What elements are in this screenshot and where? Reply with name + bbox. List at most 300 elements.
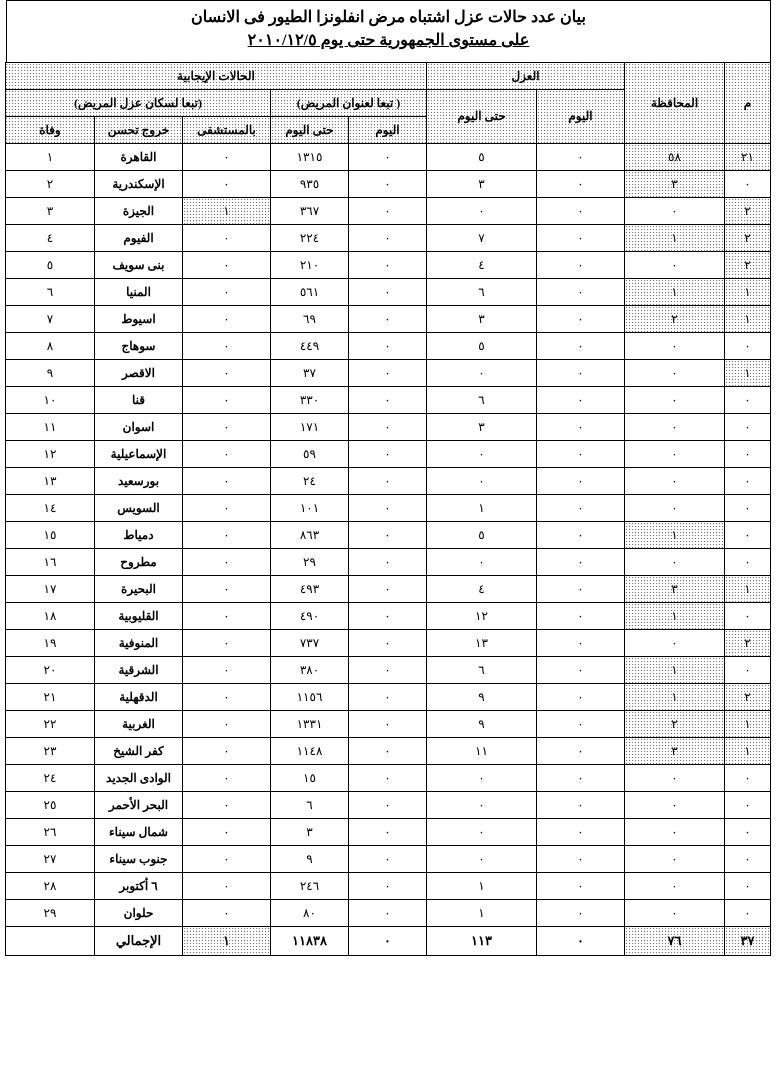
- cell-gov: الغربية: [95, 711, 183, 738]
- cell-gov: ٦ أكتوبر: [95, 873, 183, 900]
- cell-idx: ٧: [5, 306, 94, 333]
- cell-improved: ٠: [625, 549, 725, 576]
- cell-idx: ٥: [5, 252, 94, 279]
- cell-pat-until: ١٢: [427, 603, 537, 630]
- cell-idx: ٢١: [5, 684, 94, 711]
- cell-hospital: ٠: [537, 387, 625, 414]
- cell-hospital: ٠: [537, 576, 625, 603]
- cell-pat-today: ٠: [349, 900, 427, 927]
- table-row: [5, 225, 770, 252]
- cell-pat-until: ١٣: [427, 630, 537, 657]
- header-governorate: المحافظة: [625, 63, 725, 144]
- total-cell-iso-until: ١١٨٣٨: [271, 927, 349, 956]
- cell-pat-until: ٩: [427, 711, 537, 738]
- table-row: [5, 198, 770, 225]
- cell-iso-today: ٠: [183, 738, 271, 765]
- cell-iso-today: ٠: [183, 792, 271, 819]
- cell-pat-today: ٠: [349, 522, 427, 549]
- cell-iso-until: ٩: [271, 846, 349, 873]
- cell-pat-today: ٠: [349, 360, 427, 387]
- cell-death: ٠: [725, 468, 771, 495]
- cell-death: ٠: [725, 819, 771, 846]
- cell-hospital: ٠: [537, 819, 625, 846]
- cell-hospital: ٠: [537, 414, 625, 441]
- cell-death: ٢: [725, 252, 771, 279]
- cell-death: ٠: [725, 873, 771, 900]
- cell-death: ٠: [725, 522, 771, 549]
- cell-iso-until: ٨٦٣: [271, 522, 349, 549]
- header-row-groups: [5, 63, 770, 90]
- table-row: [5, 333, 770, 360]
- cell-gov: اسيوط: [95, 306, 183, 333]
- cell-improved: ٠: [625, 846, 725, 873]
- cell-pat-today: ٠: [349, 495, 427, 522]
- cell-gov: كفر الشيخ: [95, 738, 183, 765]
- cell-pat-until: ٥: [427, 333, 537, 360]
- cell-idx: ٢٦: [5, 819, 94, 846]
- cell-iso-today: ٠: [183, 171, 271, 198]
- cell-iso-today: ٠: [183, 549, 271, 576]
- cell-hospital: ٠: [537, 549, 625, 576]
- cell-iso-until: ٥٦١: [271, 279, 349, 306]
- cell-idx: ٨: [5, 333, 94, 360]
- cell-idx: ١٣: [5, 468, 94, 495]
- cell-iso-until: ٦: [271, 792, 349, 819]
- cell-idx: ٢٨: [5, 873, 94, 900]
- cell-death: ٠: [725, 414, 771, 441]
- cell-pat-until: ٥: [427, 144, 537, 171]
- cell-idx: ٦: [5, 279, 94, 306]
- cell-improved: ١: [625, 279, 725, 306]
- cell-improved: ٠: [625, 333, 725, 360]
- cell-pat-until: ٦: [427, 279, 537, 306]
- cell-iso-until: ٢٤٦: [271, 873, 349, 900]
- table-row: [5, 711, 770, 738]
- cell-gov: مطروح: [95, 549, 183, 576]
- cell-iso-today: ٠: [183, 387, 271, 414]
- cell-death: ١: [725, 360, 771, 387]
- cell-hospital: ٠: [537, 225, 625, 252]
- cell-pat-until: ٧: [427, 225, 537, 252]
- cell-idx: ٢: [5, 171, 94, 198]
- cell-iso-today: ٠: [183, 333, 271, 360]
- cell-iso-until: ١٣٣١: [271, 711, 349, 738]
- cell-death: ٠: [725, 387, 771, 414]
- cell-pat-today: ٠: [349, 846, 427, 873]
- cell-iso-until: ٢٤: [271, 468, 349, 495]
- cell-pat-today: ٠: [349, 198, 427, 225]
- table-row: [5, 306, 770, 333]
- cell-hospital: ٠: [537, 252, 625, 279]
- cell-idx: ٢٥: [5, 792, 94, 819]
- cell-death: ١: [725, 711, 771, 738]
- cell-pat-today: ٠: [349, 792, 427, 819]
- cell-pat-until: ٠: [427, 819, 537, 846]
- cell-iso-today: ٠: [183, 873, 271, 900]
- cell-hospital: ٠: [537, 144, 625, 171]
- cell-hospital: ٠: [537, 765, 625, 792]
- table-row: [5, 414, 770, 441]
- cell-pat-until: ٠: [427, 468, 537, 495]
- table-row: [5, 549, 770, 576]
- cell-improved: ٠: [625, 900, 725, 927]
- cell-death: ٢: [725, 198, 771, 225]
- cell-hospital: ٠: [537, 711, 625, 738]
- cell-improved: ٣: [625, 171, 725, 198]
- cell-iso-today: ٠: [183, 144, 271, 171]
- cell-improved: ٠: [625, 360, 725, 387]
- cell-death: ٠: [725, 495, 771, 522]
- cell-death: ٠: [725, 846, 771, 873]
- cell-hospital: ٠: [537, 792, 625, 819]
- table-row: [5, 765, 770, 792]
- cell-gov: شمال سيناء: [95, 819, 183, 846]
- cell-iso-until: ٣٦٧: [271, 198, 349, 225]
- table-row: [5, 657, 770, 684]
- cell-gov: اسوان: [95, 414, 183, 441]
- cell-death: ٠: [725, 171, 771, 198]
- table-row: [5, 495, 770, 522]
- cell-improved: ١: [625, 657, 725, 684]
- cell-idx: ١٩: [5, 630, 94, 657]
- cell-death: ٢: [725, 225, 771, 252]
- header-positive-group: الحالات الإيجابية: [5, 63, 426, 90]
- cell-pat-today: ٠: [349, 333, 427, 360]
- cell-death: ٢: [725, 684, 771, 711]
- cell-improved: ٣: [625, 738, 725, 765]
- cell-iso-until: ٤٤٩: [271, 333, 349, 360]
- cell-pat-today: ٠: [349, 252, 427, 279]
- cell-idx: ١٥: [5, 522, 94, 549]
- document-title-block: [6, 0, 771, 62]
- cell-hospital: ٠: [537, 846, 625, 873]
- cell-gov: القاهرة: [95, 144, 183, 171]
- total-cell-pat-today: ٠: [349, 927, 427, 956]
- cell-iso-until: ٢٩: [271, 549, 349, 576]
- cell-pat-until: ١: [427, 495, 537, 522]
- header-serial: م: [725, 63, 771, 144]
- cell-iso-until: ١١٥٦: [271, 684, 349, 711]
- table-header: [5, 63, 770, 144]
- cell-iso-today: ٠: [183, 252, 271, 279]
- cell-iso-until: ١٣١٥: [271, 144, 349, 171]
- cell-iso-until: ٤٩٠: [271, 603, 349, 630]
- table-row: [5, 387, 770, 414]
- cell-pat-until: ٦: [427, 387, 537, 414]
- cell-idx: ١: [5, 144, 94, 171]
- cell-iso-today: ٠: [183, 225, 271, 252]
- table-row: [5, 279, 770, 306]
- cell-gov: سوهاج: [95, 333, 183, 360]
- cell-hospital: ٠: [537, 900, 625, 927]
- cell-gov: القليوبية: [95, 603, 183, 630]
- cell-gov: الشرقية: [95, 657, 183, 684]
- cell-improved: ٠: [625, 468, 725, 495]
- cell-hospital: ٠: [537, 306, 625, 333]
- cell-pat-until: ٣: [427, 306, 537, 333]
- cell-idx: ٢٤: [5, 765, 94, 792]
- cell-iso-today: ١: [183, 198, 271, 225]
- cell-improved: ٠: [625, 414, 725, 441]
- cell-death: ٠: [725, 765, 771, 792]
- cell-hospital: ٠: [537, 657, 625, 684]
- cell-gov: دمياط: [95, 522, 183, 549]
- cell-pat-today: ٠: [349, 306, 427, 333]
- cell-idx: ٢٣: [5, 738, 94, 765]
- cell-hospital: ٠: [537, 495, 625, 522]
- cell-idx: ١١: [5, 414, 94, 441]
- cell-improved: ٠: [625, 873, 725, 900]
- cell-iso-until: ٧٣٧: [271, 630, 349, 657]
- cell-death: ١: [725, 306, 771, 333]
- cell-iso-today: ٠: [183, 468, 271, 495]
- cell-iso-until: ٣٣٠: [271, 387, 349, 414]
- cell-gov: الاقصر: [95, 360, 183, 387]
- cell-gov: المنوفية: [95, 630, 183, 657]
- table-row: [5, 792, 770, 819]
- cell-pat-until: ٦: [427, 657, 537, 684]
- cell-pat-today: ٠: [349, 468, 427, 495]
- cell-idx: ١٤: [5, 495, 94, 522]
- cell-pat-today: ٠: [349, 441, 427, 468]
- header-isolation-group: العزل: [427, 63, 625, 90]
- cell-pat-until: ٠: [427, 360, 537, 387]
- cell-pat-today: ٠: [349, 630, 427, 657]
- cell-improved: ٢: [625, 711, 725, 738]
- cell-improved: ١: [625, 225, 725, 252]
- cell-iso-until: ٢٢٤: [271, 225, 349, 252]
- cell-iso-until: ٣٨٠: [271, 657, 349, 684]
- table-row: [5, 900, 770, 927]
- cell-pat-today: ٠: [349, 279, 427, 306]
- cell-gov: السويس: [95, 495, 183, 522]
- cell-pat-today: ٠: [349, 711, 427, 738]
- cell-gov: الإسماعيلية: [95, 441, 183, 468]
- cell-iso-today: ٠: [183, 711, 271, 738]
- header-patient-today: اليوم: [349, 117, 427, 144]
- table-row: [5, 738, 770, 765]
- cell-pat-today: ٠: [349, 576, 427, 603]
- cell-death: ٢: [725, 630, 771, 657]
- cell-gov: المنيا: [95, 279, 183, 306]
- cell-pat-until: ١١: [427, 738, 537, 765]
- cell-improved: ٠: [625, 387, 725, 414]
- cell-improved: ٠: [625, 441, 725, 468]
- cell-hospital: ٠: [537, 522, 625, 549]
- table-row: [5, 846, 770, 873]
- cell-gov: البحيرة: [95, 576, 183, 603]
- table-total-row: [5, 927, 770, 956]
- cell-hospital: ٠: [537, 468, 625, 495]
- cell-iso-today: ٠: [183, 576, 271, 603]
- table-row: [5, 171, 770, 198]
- cell-pat-until: ٥: [427, 522, 537, 549]
- cell-hospital: ٠: [537, 360, 625, 387]
- cell-iso-until: ١٧١: [271, 414, 349, 441]
- cell-idx: ٢٠: [5, 657, 94, 684]
- cell-pat-until: ١: [427, 900, 537, 927]
- cell-idx: ٤: [5, 225, 94, 252]
- header-hospital: بالمستشفى: [183, 117, 271, 144]
- cell-death: ٢١: [725, 144, 771, 171]
- table-row: [5, 144, 770, 171]
- cell-pat-today: ٠: [349, 684, 427, 711]
- cell-improved: ٠: [625, 819, 725, 846]
- cell-death: ٠: [725, 549, 771, 576]
- cell-pat-today: ٠: [349, 549, 427, 576]
- cell-iso-until: ١٥: [271, 765, 349, 792]
- cell-improved: ٠: [625, 765, 725, 792]
- cell-iso-today: ٠: [183, 306, 271, 333]
- cell-iso-until: ٦٩: [271, 306, 349, 333]
- cell-idx: ٣: [5, 198, 94, 225]
- cell-pat-until: ٤: [427, 252, 537, 279]
- header-death: وفاة: [5, 117, 94, 144]
- cell-hospital: ٠: [537, 198, 625, 225]
- cell-hospital: ٠: [537, 738, 625, 765]
- cell-iso-until: ٣: [271, 819, 349, 846]
- total-cell-idx: [5, 927, 94, 956]
- cell-gov: الإسكندرية: [95, 171, 183, 198]
- cell-death: ١: [725, 576, 771, 603]
- cell-idx: ٢٧: [5, 846, 94, 873]
- table-row: [5, 576, 770, 603]
- cell-improved: ١: [625, 522, 725, 549]
- cell-death: ٠: [725, 657, 771, 684]
- cell-iso-today: ٠: [183, 522, 271, 549]
- cell-improved: ٣: [625, 576, 725, 603]
- cell-pat-today: ٠: [349, 819, 427, 846]
- cell-iso-today: ٠: [183, 603, 271, 630]
- table-row: [5, 468, 770, 495]
- cell-hospital: ٠: [537, 279, 625, 306]
- cell-iso-today: ٠: [183, 900, 271, 927]
- page-subtitle: على مستوى الجمهورية حتى يوم ٢٠١٠/١٢/٥: [247, 32, 530, 49]
- table-row: [5, 819, 770, 846]
- header-resident-isolation-sub: (تبعا لسكان عزل المريض): [5, 90, 270, 117]
- cell-iso-today: ٠: [183, 495, 271, 522]
- header-improved: خروج تحسن: [95, 117, 183, 144]
- cell-hospital: ٠: [537, 630, 625, 657]
- cell-gov: الدقهلية: [95, 684, 183, 711]
- cell-iso-today: ٠: [183, 414, 271, 441]
- cell-iso-until: ١١٤٨: [271, 738, 349, 765]
- cell-gov: بنى سويف: [95, 252, 183, 279]
- cell-gov: قنا: [95, 387, 183, 414]
- total-cell-hospital: ٠: [537, 927, 625, 956]
- cell-gov: جنوب سيناء: [95, 846, 183, 873]
- table-row: [5, 252, 770, 279]
- cell-hospital: ٠: [537, 873, 625, 900]
- cell-gov: الوادى الجديد: [95, 765, 183, 792]
- header-patient-until: حتى اليوم: [271, 117, 349, 144]
- cell-gov: البحر الأحمر: [95, 792, 183, 819]
- cell-idx: ١٠: [5, 387, 94, 414]
- cell-pat-today: ٠: [349, 657, 427, 684]
- cell-iso-today: ٠: [183, 684, 271, 711]
- cell-pat-today: ٠: [349, 387, 427, 414]
- cell-pat-today: ٠: [349, 765, 427, 792]
- table-row: [5, 441, 770, 468]
- cell-idx: ٢٩: [5, 900, 94, 927]
- cell-idx: ٢٢: [5, 711, 94, 738]
- cell-iso-today: ٠: [183, 441, 271, 468]
- cell-death: ٠: [725, 603, 771, 630]
- total-cell-iso-today: ١: [183, 927, 271, 956]
- cell-pat-today: ٠: [349, 225, 427, 252]
- cell-pat-until: ٠: [427, 846, 537, 873]
- cell-pat-until: ٠: [427, 549, 537, 576]
- cell-iso-until: ٣٧: [271, 360, 349, 387]
- cell-iso-today: ٠: [183, 657, 271, 684]
- cell-improved: ٠: [625, 198, 725, 225]
- cell-idx: ٩: [5, 360, 94, 387]
- cell-pat-today: ٠: [349, 171, 427, 198]
- cell-gov: الجيزة: [95, 198, 183, 225]
- cell-pat-until: ٠: [427, 441, 537, 468]
- table-row: [5, 522, 770, 549]
- cell-iso-until: ٢١٠: [271, 252, 349, 279]
- cell-hospital: ٠: [537, 333, 625, 360]
- cell-iso-today: ٠: [183, 846, 271, 873]
- header-patient-address-sub: ( تبعا لعنوان المريض): [271, 90, 427, 117]
- table-body: [5, 144, 770, 956]
- cell-pat-today: ٠: [349, 738, 427, 765]
- cell-gov: حلوان: [95, 900, 183, 927]
- cell-death: ٠: [725, 900, 771, 927]
- cell-improved: ١: [625, 603, 725, 630]
- table-row: [5, 630, 770, 657]
- cell-improved: ٥٨: [625, 144, 725, 171]
- cell-iso-today: ٠: [183, 630, 271, 657]
- cell-hospital: ٠: [537, 684, 625, 711]
- table-row: [5, 360, 770, 387]
- cell-pat-until: ٣: [427, 171, 537, 198]
- cell-hospital: ٠: [537, 441, 625, 468]
- cell-iso-until: ٩٣٥: [271, 171, 349, 198]
- cell-death: ١: [725, 738, 771, 765]
- cell-iso-today: ٠: [183, 819, 271, 846]
- table-row: [5, 873, 770, 900]
- cell-improved: ١: [625, 684, 725, 711]
- cell-hospital: ٠: [537, 171, 625, 198]
- cell-iso-until: ٥٩: [271, 441, 349, 468]
- total-cell-improved: ٧٦: [625, 927, 725, 956]
- table-row: [5, 684, 770, 711]
- cell-pat-until: ٤: [427, 576, 537, 603]
- cell-idx: ١٧: [5, 576, 94, 603]
- cell-improved: ٠: [625, 252, 725, 279]
- cell-pat-today: ٠: [349, 873, 427, 900]
- cell-gov: بورسعيد: [95, 468, 183, 495]
- cell-iso-until: ١٠١: [271, 495, 349, 522]
- cell-pat-until: ٠: [427, 765, 537, 792]
- header-isolation-until: حتى اليوم: [427, 90, 537, 144]
- cell-death: ٠: [725, 441, 771, 468]
- cell-death: ٠: [725, 792, 771, 819]
- total-cell-pat-until: ١١٣: [427, 927, 537, 956]
- cell-death: ٠: [725, 333, 771, 360]
- cell-iso-today: ٠: [183, 360, 271, 387]
- cell-pat-today: ٠: [349, 414, 427, 441]
- cell-iso-today: ٠: [183, 279, 271, 306]
- cell-pat-until: ٠: [427, 198, 537, 225]
- cell-pat-today: ٠: [349, 603, 427, 630]
- cell-idx: ١٦: [5, 549, 94, 576]
- cell-improved: ٠: [625, 495, 725, 522]
- total-cell-death: ٣٧: [725, 927, 771, 956]
- cell-iso-until: ٤٩٣: [271, 576, 349, 603]
